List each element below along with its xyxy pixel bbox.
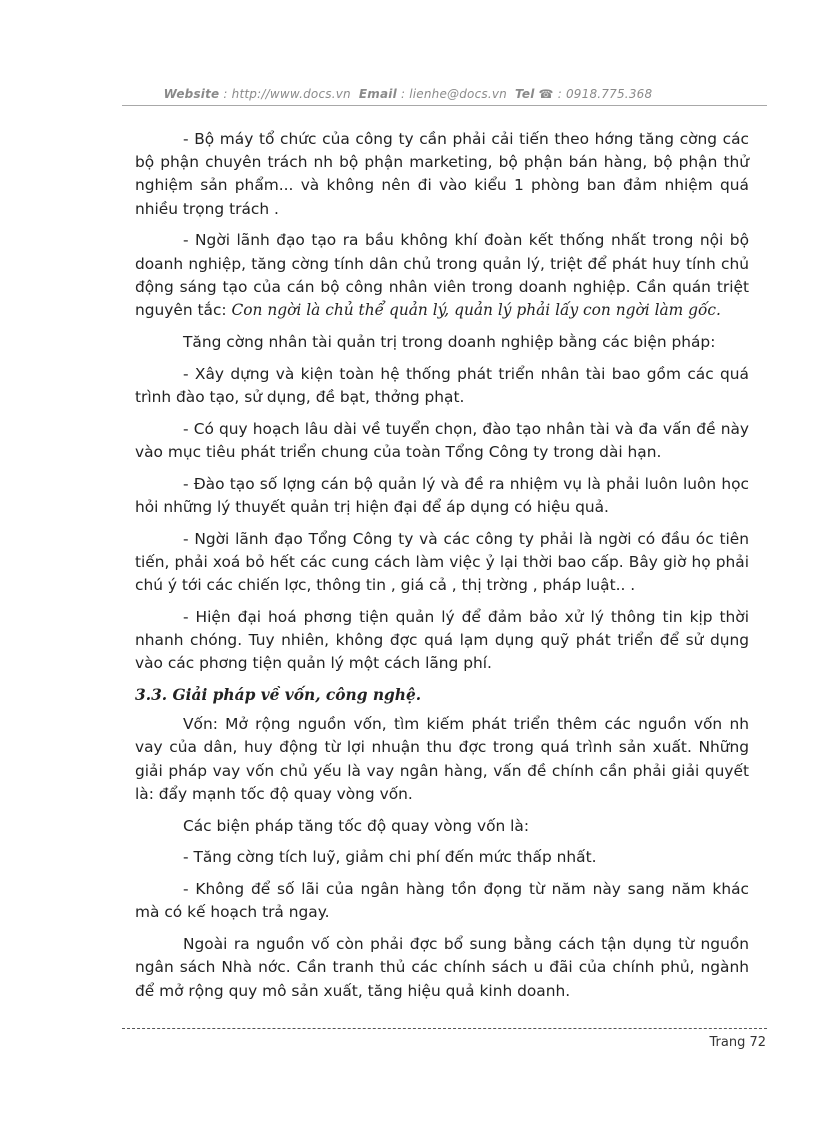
header-divider [122,105,767,106]
footer-divider [122,1028,767,1029]
website-label: Website [163,87,220,101]
paragraph: Ngoài ra nguồn vố còn phải đợc bổ sung bằng cách tận dụng từ nguồn ngân sách Nhà nớc. Cần tranh thủ các chính sách u đãi của chính phủ, ngành để mở rộng quy mô sản xuất, tăng hiệu quả kinh doanh. [135,935,749,1000]
paragraph: - Xây dựng và kiện toàn hệ thống phát triển nhân tài bao gồm các quá trình đào tạo, sử dụng, đề bạt, thởng phạt. [135,364,749,406]
paragraph [135,229,749,322]
paragraph: - Không để số lãi của ngân hàng tồn đọng từ năm này sang năm khác mà có kế hoạch trả ngay. [135,880,749,922]
paragraph: - Hiện đại hoá phơng tiện quản lý để đảm bảo xử lý thông tin kịp thời nhanh chóng. Tuy nhiên, không đợc quá lạm dụng quỹ phát triển để sử dụng vào các phơng tiện quản lý một cách lãng phí. [135,607,749,673]
paragraph: - Đào tạo số lợng cán bộ quản lý và đề ra nhiệm vụ là phải luôn luôn học hỏi những lý thuyết quản trị hiện đại để áp dụng có hiệu quả. [135,474,749,516]
document-body [135,128,749,1011]
page-number: Trang 72 [709,1035,766,1050]
website-value: : http://www.docs.vn [223,87,351,101]
paragraph: - Bộ máy tổ chức của công ty cần phải cải tiến theo hớng tăng cờng các bộ phận chuyên trách nh bộ phận marketing, bộ phận bán hàng, bộ phận thử nghiệm sản phẩm... và không nên đi vào kiểu 1 phòng ban đảm nhiệm quá nhiều trọng trách . [135,130,749,218]
tel-label: Tel [515,87,535,101]
section-heading: 3.3. Giải pháp về vốn, công nghệ. [135,686,422,705]
paragraph: - Ngời lãnh đạo Tổng Công ty và các công ty phải là ngời có đầu óc tiên tiến, phải xoá bỏ hết các cung cách làm việc ỷ lại thời bao cấp. Bây giờ họ phải chú ý tới các chiến lợc, thông tin , giá cả , thị trờng , pháp luật.. . [135,529,749,595]
principle-italic: Con ngời là chủ thể quản lý, quản lý phải lấy con ngời làm gốc. [231,301,721,320]
paragraph: - Có quy hoạch lâu dài về tuyển chọn, đào tạo nhân tài và đa vấn đề này vào mục tiêu phát triển chung của toàn Tổng Công ty trong dài hạn. [135,419,749,461]
page-header [0,87,816,101]
tel-value: ☎ : 0918.775.368 [538,87,653,101]
paragraph: Các biện pháp tăng tốc độ quay vòng vốn là: [183,816,530,835]
paragraph: Tăng cờng nhân tài quản trị trong doanh nghiệp bằng các biện pháp: [183,332,716,351]
paragraph-text: - Ngời lãnh đạo tạo ra bầu không khí đoàn kết thống nhất trong nội bộ doanh nghiệp, tăng cờng tính dân chủ trong quản lý, triệt để phát huy tính chủ động sáng tạo của cán bộ công nhân viên trong doanh nghiệp. Cần quán triệt nguyên tắc: [135,231,749,320]
email-label: Email [358,87,397,101]
paragraph: Vốn: Mở rộng nguồn vốn, tìm kiếm phát triển thêm các nguồn vốn nh vay của dân, huy động từ lợi nhuận thu đợc trong quá trình sản xuất. Những giải pháp vay vốn chủ yếu là vay ngân hàng, vấn đề chính cần phải giải quyết là: đẩy mạnh tốc độ quay vòng vốn. [135,715,749,803]
paragraph: - Tăng cờng tích luỹ, giảm chi phí đến mức thấp nhất. [183,848,597,867]
email-value: : lienhe@docs.vn [400,87,507,101]
